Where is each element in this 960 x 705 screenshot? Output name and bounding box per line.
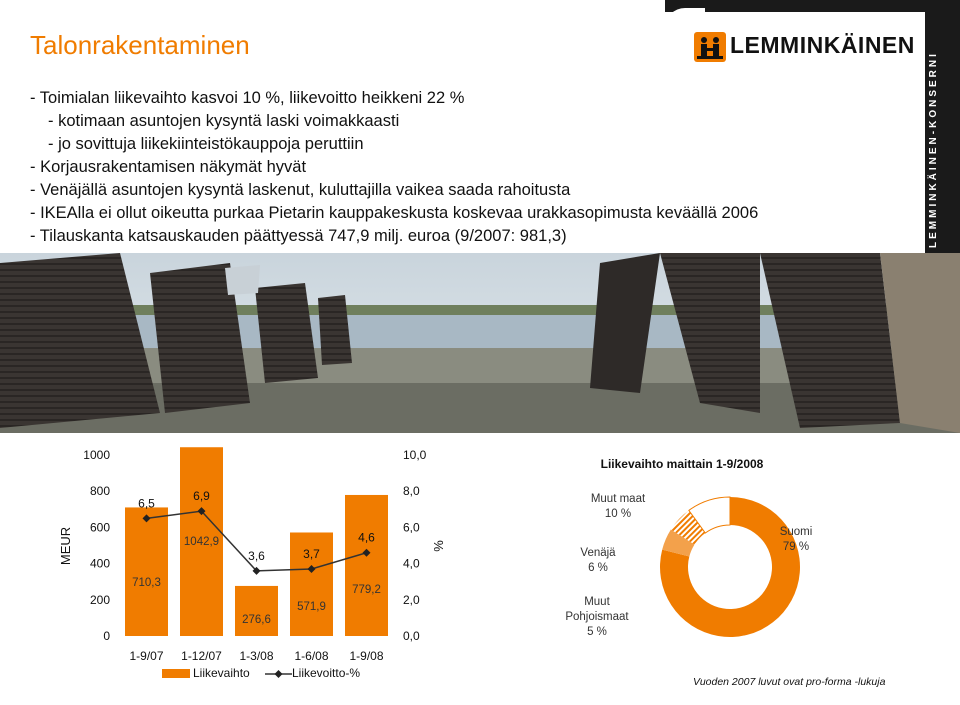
legend-swatch-marker: [275, 670, 283, 678]
line-value-label: 3,7: [303, 547, 320, 562]
y-tick-label: 1000: [83, 448, 110, 462]
bar: [125, 507, 168, 636]
pie-label-muut-maat: Muut maat: [590, 493, 646, 505]
pie-label-muut-pohjoismaat: 5 %: [587, 626, 607, 638]
bar: [235, 586, 278, 636]
y-tick-label: 400: [89, 556, 110, 571]
y2-tick-label: 8,0: [403, 484, 420, 499]
x-tick-label: 1-9/07: [129, 649, 164, 663]
x-tick-label: 1-12/07: [181, 649, 222, 663]
company-logo: [693, 30, 913, 64]
y2-axis-title: %: [431, 540, 446, 552]
bullet-item: - Venäjällä asuntojen kysyntä laskenut, kuluttajilla vaikea saada rahoitusta: [30, 181, 571, 199]
y-tick-label: 0: [103, 629, 110, 643]
logo-emblem-icon: [693, 30, 727, 64]
y2-tick-label: 6,0: [403, 520, 420, 535]
bullet-item: - Tilauskanta katsauskauden päättyessä 747,9 milj. euroa (9/2007: 981,3): [30, 227, 567, 245]
pie-title: Liikevaihto maittain 1-9/2008: [600, 457, 764, 471]
bar-value-label: 710,3: [132, 577, 161, 589]
y2-tick-label: 4,0: [403, 556, 420, 571]
y-tick-label: 800: [89, 484, 110, 499]
line-value-label: 4,6: [358, 530, 375, 545]
footnote: Vuoden 2007 luvut ovat pro-forma -lukuja: [693, 676, 886, 688]
x-tick-label: 1-6/08: [294, 649, 329, 663]
logo-wordmark: LEMMINKÄINEN: [730, 32, 915, 58]
bullet-item: - IKEAlla ei ollut oikeutta purkaa Pietarin kauppakeskusta koskevaa urakkasopimusta keväällä 2006: [30, 204, 759, 222]
side-band-text: LEMMINKÄINEN-KONSERNI: [928, 51, 939, 249]
bullet-list: [30, 87, 758, 248]
bullet-item: - Toimialan liikevaihto kasvoi 10 %, liikevoitto heikkeni 22 %: [30, 89, 465, 107]
bar-value-label: 779,2: [352, 584, 381, 596]
pie-label-muut-pohjoismaat: Muut: [584, 596, 610, 608]
line-value-label: 6,5: [138, 496, 155, 511]
x-tick-label: 1-9/08: [349, 649, 384, 663]
pie-label-venaja: Venäjä: [580, 547, 616, 559]
pie-label-venaja: 6 %: [588, 562, 608, 574]
y-axis-title: MEUR: [58, 526, 73, 566]
pie-label-suomi: 79 %: [782, 541, 810, 553]
pie-label-suomi: Suomi: [779, 526, 813, 538]
y-tick-label: 200: [89, 592, 110, 607]
legend-label: Liikevoitto-%: [292, 666, 361, 680]
top-decor-band: [665, 0, 960, 12]
y2-tick-label: 0,0: [403, 629, 420, 643]
y2-tick-label: 2,0: [403, 592, 420, 607]
x-tick-label: 1-3/08: [239, 649, 274, 663]
pie-chart: [565, 457, 812, 638]
y2-tick-label: 10,0: [403, 448, 427, 462]
house-photo: [0, 253, 960, 433]
bar-value-label: 1042,9: [183, 536, 220, 548]
line-value-label: 3,6: [248, 548, 265, 563]
bullet-item: - jo sovittuja liikekiinteistökauppoja peruttiin: [48, 135, 364, 153]
pie-label-muut-maat: 10 %: [604, 508, 632, 520]
bullet-item: - kotimaan asuntojen kysyntä laski voimakkaasti: [48, 112, 400, 130]
line-value-label: 6,9: [193, 489, 210, 504]
pie-label-muut-pohjoismaat: Pohjoismaat: [565, 611, 629, 623]
y-tick-label: 600: [89, 520, 110, 535]
legend-swatch-bar: [162, 669, 190, 678]
bar-line-chart: [58, 447, 446, 680]
legend-label: Liikevaihto: [193, 666, 250, 680]
slide-title: Talonrakentaminen: [30, 30, 250, 60]
bullet-item: - Korjausrakentamisen näkymät hyvät: [30, 158, 307, 176]
chart-area: [0, 438, 960, 705]
bar-value-label: 571,9: [297, 601, 326, 613]
bar: [345, 495, 388, 636]
bar-value-label: 276,6: [242, 614, 271, 626]
